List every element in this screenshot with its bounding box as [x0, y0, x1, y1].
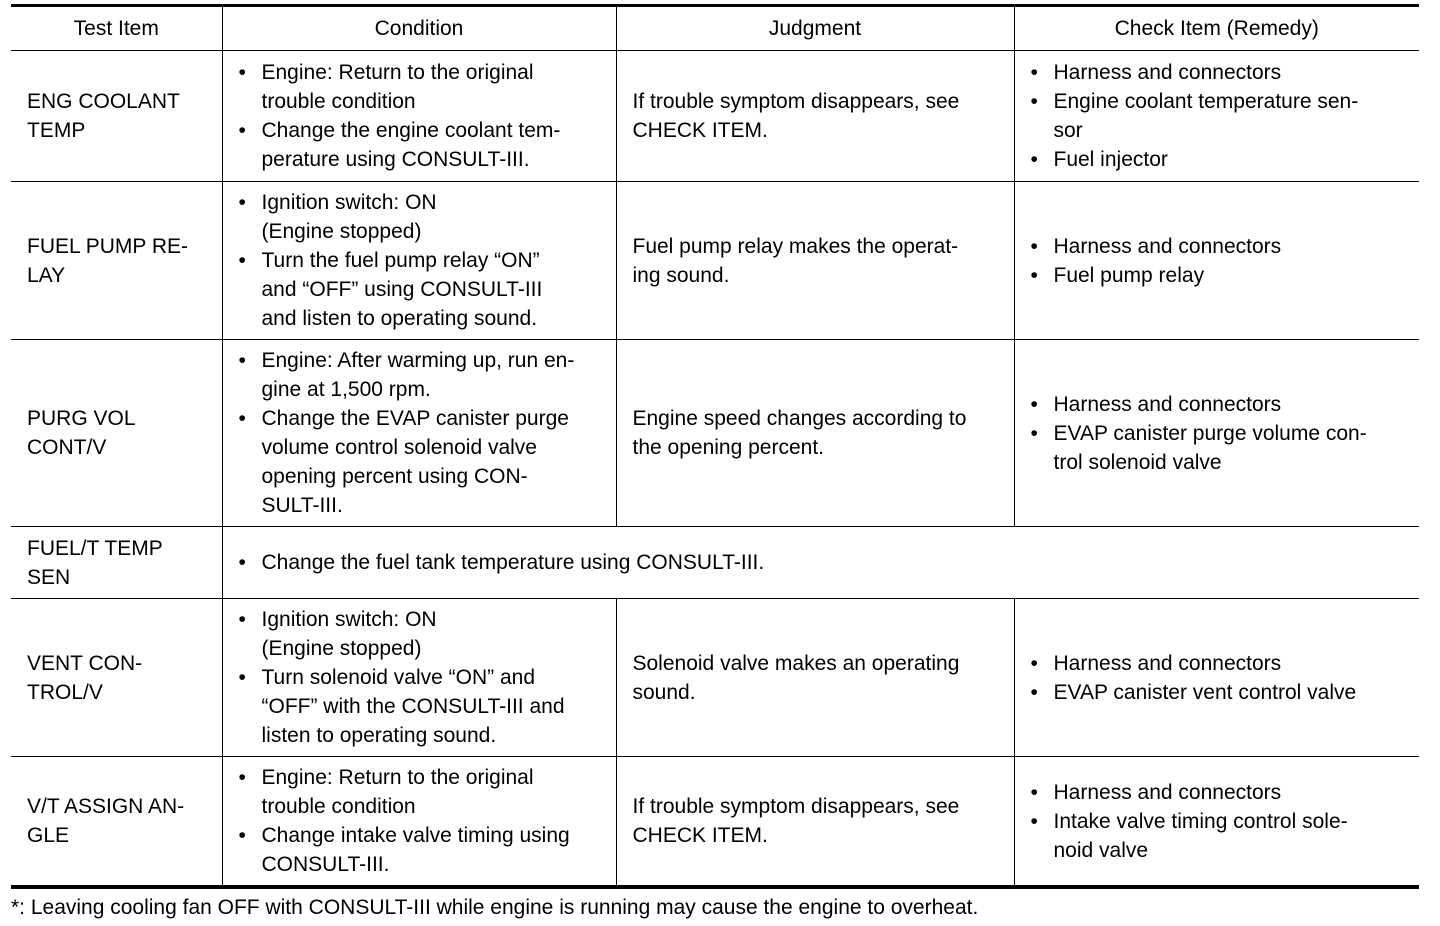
text-line: Engine speed changes according to [632, 407, 967, 430]
remedy-list [1031, 232, 1412, 290]
text-line: and “OFF” using CONSULT-III [261, 278, 543, 301]
list-item [239, 246, 608, 333]
remedy-cell [1014, 599, 1419, 757]
text-line: Fuel injector [1053, 148, 1168, 171]
text-line: Engine: Return to the original [261, 766, 534, 789]
text-line: ing sound. [632, 263, 730, 287]
text-line: Ignition switch: ON [261, 608, 437, 631]
text-line: Turn the fuel pump relay “ON” [261, 249, 540, 272]
list-item [239, 346, 608, 404]
text-line: VENT CON- [27, 651, 143, 675]
header-check-item: Check Item (Remedy) [1014, 6, 1419, 51]
table-row [11, 182, 1419, 340]
list-item [1031, 232, 1412, 261]
text-line: trouble condition [261, 795, 416, 818]
condition-list [239, 763, 608, 879]
text-line: Fuel pump relay makes the operat- [632, 234, 959, 258]
text-line: TROL/V [27, 680, 103, 704]
text-line: Change the fuel tank temperature using CONSULT-III. [261, 551, 765, 574]
test-item-cell [11, 757, 222, 888]
text-line: Engine coolant temperature sen- [1053, 90, 1359, 113]
condition-cell [222, 182, 616, 340]
list-item [1031, 419, 1412, 477]
text-line: Ignition switch: ON [261, 191, 437, 214]
list-item [239, 116, 608, 174]
remedy-cell [1014, 182, 1419, 340]
text-line: trol solenoid valve [1053, 450, 1222, 474]
table-row [11, 527, 1419, 599]
text-line: CONSULT-III. [261, 853, 390, 876]
test-item-cell [11, 340, 222, 527]
text-line: “OFF” with the CONSULT-III and [261, 695, 565, 718]
list-item [1031, 390, 1412, 419]
table-row [11, 757, 1419, 888]
text-line: trouble condition [261, 90, 416, 113]
judgment-cell [616, 757, 1014, 888]
text-line: GLE [27, 824, 70, 847]
footnote: *: Leaving cooling fan OFF with CONSULT-III while engine is running may cause the engine to overheat. [11, 896, 979, 919]
list-item [239, 548, 1412, 577]
list-item [239, 821, 608, 879]
text-line: Change the engine coolant tem- [261, 119, 561, 142]
text-line: Harness and connectors [1053, 61, 1282, 84]
text-line: PURG VOL [27, 407, 136, 430]
list-item [1031, 778, 1412, 807]
text-line: gine at 1,500 rpm. [261, 378, 431, 401]
condition-list [239, 346, 608, 520]
text-line: Intake valve timing control sole- [1053, 809, 1348, 833]
list-item [239, 58, 608, 116]
test-item-cell [11, 527, 222, 599]
text-line: SEN [27, 565, 71, 589]
text-line: Engine: Return to the original [261, 61, 534, 84]
text-line: CHECK ITEM. [632, 119, 768, 142]
table-row [11, 599, 1419, 757]
text-line: Solenoid valve makes an operating [632, 651, 960, 675]
text-line: sor [1053, 119, 1083, 142]
test-item-cell [11, 599, 222, 757]
list-item [1031, 261, 1412, 290]
list-item [1031, 58, 1412, 87]
condition-list [239, 58, 608, 174]
list-item [1031, 807, 1412, 865]
list-item [1031, 87, 1412, 145]
table-row [11, 51, 1419, 182]
text-line: Change intake valve timing using [261, 824, 570, 847]
condition-cell [222, 599, 616, 757]
text-line: CONT/V [27, 436, 107, 459]
table-header-row [11, 6, 1419, 51]
list-item [239, 763, 608, 821]
text-line: the opening percent. [632, 436, 824, 459]
text-line: Harness and connectors [1053, 651, 1282, 675]
text-line: noid valve [1053, 838, 1149, 862]
text-line: V/T ASSIGN AN- [27, 795, 185, 818]
text-line: perature using CONSULT-III. [261, 148, 530, 171]
text-line: CHECK ITEM. [632, 824, 768, 847]
text-line: listen to operating sound. [261, 724, 497, 747]
table-row [11, 340, 1419, 527]
text-line: Turn solenoid valve “ON” and [261, 666, 536, 689]
text-line: If trouble symptom disappears, see [632, 90, 960, 113]
text-line: Harness and connectors [1053, 392, 1282, 416]
text-line: Harness and connectors [1053, 780, 1282, 804]
test-item-cell [11, 182, 222, 340]
text-line: FUEL PUMP RE- [27, 234, 189, 258]
list-item [1031, 678, 1412, 707]
remedy-list [1031, 778, 1412, 865]
text-line: Harness and connectors [1053, 234, 1282, 258]
merged-condition-cell [222, 527, 1419, 599]
text-line: (Engine stopped) [261, 637, 422, 660]
text-line: Fuel pump relay [1053, 263, 1205, 287]
condition-list [239, 605, 608, 750]
condition-cell [222, 51, 616, 182]
judgment-cell [616, 340, 1014, 527]
list-item [1031, 649, 1412, 678]
condition-cell [222, 757, 616, 888]
header-test-item: Test Item [11, 6, 222, 51]
text-line: EVAP canister purge volume con- [1053, 421, 1367, 445]
text-line: If trouble symptom disappears, see [632, 795, 960, 818]
active-test-table [11, 4, 1419, 889]
list-item [239, 663, 608, 750]
remedy-list [1031, 390, 1412, 477]
judgment-cell [616, 599, 1014, 757]
test-item-cell [11, 51, 222, 182]
remedy-list [1031, 649, 1412, 707]
text-line: and listen to operating sound. [261, 307, 538, 330]
judgment-cell [616, 51, 1014, 182]
remedy-cell [1014, 757, 1419, 888]
text-line: (Engine stopped) [261, 220, 422, 243]
text-line: SULT-III. [261, 494, 343, 517]
text-line: sound. [632, 680, 696, 704]
remedy-cell [1014, 340, 1419, 527]
condition-cell [222, 340, 616, 527]
judgment-cell [616, 182, 1014, 340]
remedy-list [1031, 58, 1412, 174]
list-item [239, 605, 608, 663]
condition-list [239, 188, 608, 333]
header-condition: Condition [222, 6, 616, 51]
list-item [239, 188, 608, 246]
text-line: EVAP canister vent control valve [1053, 680, 1357, 704]
text-line: ENG COOLANT [27, 90, 180, 113]
text-line: FUEL/T TEMP [27, 536, 163, 560]
list-item [239, 404, 608, 520]
text-line: opening percent using CON- [261, 465, 528, 488]
header-judgment: Judgment [616, 6, 1014, 51]
text-line: Change the EVAP canister purge [261, 407, 569, 430]
text-line: TEMP [27, 119, 86, 142]
list-item [1031, 145, 1412, 174]
text-line: volume control solenoid valve [261, 436, 537, 459]
active-test-table-container [11, 4, 1419, 889]
remedy-cell [1014, 51, 1419, 182]
condition-list [239, 548, 1412, 577]
text-line: Engine: After warming up, run en- [261, 349, 575, 372]
text-line: LAY [27, 263, 66, 287]
